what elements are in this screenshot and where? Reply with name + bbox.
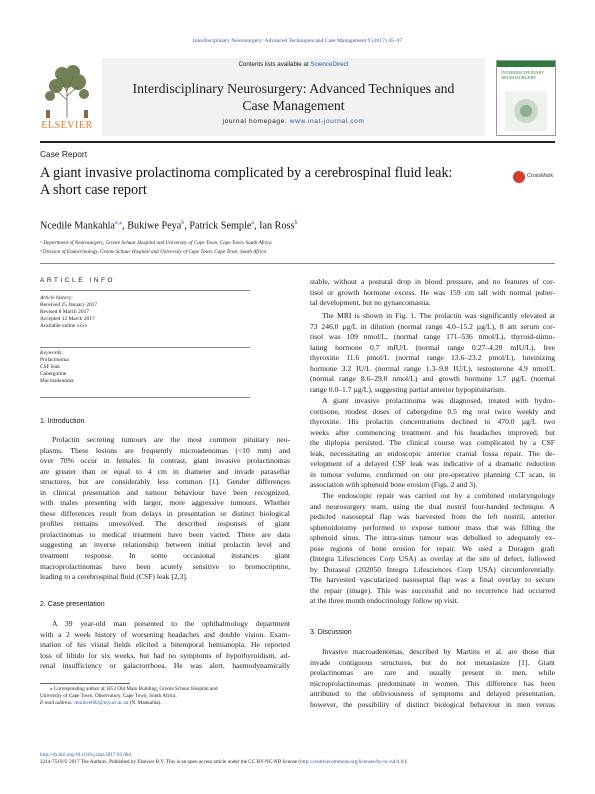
- case-line: with a 2 week history of worsening headaches and double vision. Exam-: [40, 629, 290, 639]
- footnote-line: University of Cape Town, Observatory, Cape Town, South Africa.: [40, 693, 177, 700]
- email-label: E-mail address:: [40, 700, 74, 707]
- keywords-end-rule: [40, 397, 250, 398]
- cover-title: INTERDISCIPLINARY NEUROSURGERY: [501, 70, 545, 80]
- article-type: Case Report: [40, 149, 88, 159]
- license-line: [40, 759, 555, 766]
- case-paragraph: [40, 619, 290, 672]
- history-label: Article history:: [40, 295, 73, 301]
- repair-line: by Duraseal (202050 Integra Lifesciences Corp USA) circumferentially.: [310, 564, 555, 574]
- author-name: Bukiwe Peya: [127, 220, 182, 232]
- journal-homepage: [102, 118, 485, 125]
- lab-line: hormone 3.2 IU/L (normal range 1.3–9.8 IU/L), testosterone 4.9 nmol/L: [310, 363, 555, 373]
- case-line: renal insufficiency or galactorrhoea. He was alert, haemodynamically: [40, 661, 290, 671]
- crossmark-icon: [513, 171, 525, 183]
- page-footer: [40, 752, 555, 766]
- repair-line: and neurosurgery team, using the dual nostril four-handed technique. A: [310, 501, 555, 511]
- lab-line: (normal range 8.6–29.0 nmol/L) and growth hormone 1.7 µg/L (normal: [310, 374, 555, 384]
- repair-line: the repair (image). This was successful and no recurrence had occurred: [310, 585, 555, 595]
- keywords-label: Keywords:: [40, 350, 64, 356]
- discussion-line: attributed to the obliviousness of symptoms and delayed presentation,: [310, 689, 555, 699]
- license-suffix: ).: [404, 759, 408, 766]
- header-rule: [40, 141, 555, 143]
- article-title: [40, 165, 510, 199]
- intro-heading: 1. Introduction: [40, 418, 85, 425]
- author-name: Patrick Semple: [189, 220, 252, 232]
- sciencedirect-link[interactable]: ScienceDirect: [310, 61, 349, 68]
- diagnosis-line: in tumour volume, confirmed on our pre-operative planning CT scan, in: [310, 469, 555, 479]
- article-info-heading: ARTICLE INFO: [40, 277, 116, 284]
- keyword-item: CSF leak: [40, 363, 60, 370]
- lab-line: range 0.0–1.7 µg/L), suggesting partial anterior hypopituitarism.: [310, 384, 506, 394]
- discussion-line: prolactinomas are rare and usually present in men, while: [310, 668, 555, 678]
- lab-line: tisol was 109 nmol/L, (normal range 171–536 nmol/L), thyroid-stimu-: [310, 332, 555, 342]
- lab-line: 73 246.0 µg/L in dilution (normal range 4.0–15.2 µg/L), 8 am serum cor-: [310, 321, 555, 331]
- journal-title: [102, 80, 485, 114]
- discussion-paragraph: [310, 647, 555, 710]
- crossmark-label: CrossMark: [527, 173, 554, 179]
- keyword-item: Prolactinoma: [40, 356, 69, 363]
- affiliation-b: ᵇ Division of Endocrinology, Groote Schuur Hospital and University of Cape Town, Cape Town, South Africa: [40, 249, 267, 255]
- homepage-label: journal homepage:: [222, 118, 288, 125]
- author-affiliation-mark[interactable]: a: [251, 220, 255, 226]
- intro-line: plasms. These lesions are frequently microadenomas (<10 mm) and: [40, 445, 290, 455]
- journal-header: [40, 58, 555, 138]
- intro-line: structures, but are considerably less common [1]. Gender differences: [40, 477, 290, 487]
- article-history: [40, 295, 97, 330]
- email-suffix: (N. Mankahla).: [129, 700, 162, 707]
- keywords-block: [40, 350, 74, 385]
- discussion-line: however, the possibility of distinct biological behaviour in men versus: [310, 699, 555, 709]
- case-line: stable, without a postural drop in blood pressure, and no features of cor-: [310, 277, 555, 286]
- author-affiliation-mark[interactable]: b: [181, 220, 185, 226]
- lab-line: The MRI is shown in Fig. 1. The prolactin was significantly elevated at: [322, 311, 555, 320]
- journal-title-line2: Case Management: [242, 98, 345, 113]
- diagnosis-line: cortisone, modest doses of cabergoline 0.5 mg oral twice weekly and: [310, 406, 555, 416]
- intro-line: profiles remains unresolved. The described responses of giant: [40, 519, 290, 529]
- intro-line: macroprolactinomas have been acutely sensitive to bromocriptine,: [40, 561, 290, 571]
- contents-prefix: Contents lists available at: [238, 61, 309, 68]
- case-line: loss of libido for six weeks, but had no symptoms of hypothyroidism, ad-: [40, 650, 290, 660]
- keyword-item: Cabergoline: [40, 370, 67, 377]
- contents-line: [102, 61, 485, 68]
- running-head: Interdisciplinary Neurosurgery: Advanced Techniques and Case Management 9 (2017) 45–47: [192, 38, 403, 44]
- article-info-rule: [40, 290, 250, 291]
- repair-line: (Integra Lifesciences Corp USA) as overlay at the site of defect, followed: [310, 554, 555, 564]
- case-line: tal development, but no gynaecomastia.: [310, 298, 431, 308]
- author-affiliation-mark[interactable]: a,⁎: [114, 220, 123, 226]
- diagnosis-line: association with sphenoid bone erosion (Figs. 2 and 3).: [310, 480, 478, 490]
- repair-paragraph: [310, 491, 555, 607]
- diagnosis-paragraph: [310, 396, 555, 491]
- history-online: Available online xxxx: [40, 322, 88, 329]
- author-name: Ncedile Mankahla: [40, 220, 115, 232]
- intro-line: over 70% occur in females. In contrast, giant invasive prolactinomas: [40, 456, 290, 466]
- doi-link[interactable]: http://dx.doi.org/10.1016/j.inat.2017.03.004: [40, 752, 132, 758]
- license-text: 2214-7519/© 2017 The Authors. Published by Elsevier B.V. This is an open access article under the CC BY-NC-ND license (: [40, 759, 301, 766]
- repair-line: pedicled nasoseptal flap was harvested from the left nostril, anterior: [310, 512, 555, 522]
- intro-line: suggesting an inverse relationship between initial prolactin level and: [40, 540, 290, 550]
- diagnosis-line: velopment of a delayed CSF leak was indicative of a dramatic reduction: [310, 459, 555, 469]
- license-link[interactable]: http://creativecommons.org/licenses/by-nc-nd/4.0/: [300, 759, 405, 766]
- discussion-line: microprolactinomas predominate in women. This difference has been: [310, 678, 555, 688]
- journal-cover-thumbnail: [496, 60, 556, 136]
- lab-results-paragraph: [310, 311, 555, 395]
- lab-line: thyroxine 11.6 pmol/L (normal range 13.6–23.2 pmol/L), luteinizing: [310, 353, 555, 363]
- keywords-rule: [40, 347, 250, 348]
- intro-line: these differences result from delays in presentation or distinct biological: [40, 508, 290, 518]
- repair-line: at the three month endocrinology follow up visit.: [310, 596, 459, 606]
- diagnosis-line: weeks after commencing treatment and his headaches improved, but: [310, 427, 555, 437]
- footnote-line: ⁎ Corresponding author at: H53 Old Main Building, Groote Schuur Hospital and: [50, 686, 218, 692]
- diagnosis-line: the diplopia persisted. The clinical course was complicated by a CSF: [310, 438, 555, 448]
- repair-line: The harvested vascularized nasoseptal flap was a final overlay to secure: [310, 575, 555, 585]
- intro-line: treatment response. In some occasional instances giant: [40, 551, 290, 561]
- cover-band: [497, 61, 555, 67]
- repair-line: sphenoidotomy performed to expose tumour mass that was filling the: [310, 522, 555, 532]
- repair-line: The endoscopic repair was carried out by a combined otolaryngology: [322, 491, 555, 500]
- discussion-heading: 3. Discussion: [310, 629, 352, 636]
- case-line: A 39 year-old man presented to the ophthalmology department: [52, 619, 290, 628]
- case-line: tisol or growth hormone excess. He was 159 cm tall with normal puber-: [310, 287, 555, 297]
- repair-line: sphenoid sinus. The intra-sinus tumour was debulked to adequately ex-: [310, 533, 555, 543]
- diagnosis-line: thyroxine. His prolactin concentrations declined to 470.0 µg/L two: [310, 417, 555, 427]
- journal-title-line1: Interdisciplinary Neurosurgery: Advanced Techniques and: [132, 81, 455, 96]
- footnote-email-line: [40, 700, 290, 707]
- affiliation-rule: [40, 263, 555, 264]
- title-line2: A short case report: [40, 182, 147, 198]
- title-line1: A giant invasive prolactinoma complicated by a cerebrospinal fluid leak:: [40, 165, 453, 181]
- intro-line: prolactinomas to medical treatment have been varied. There are data: [40, 529, 290, 539]
- footnote-rule: [40, 683, 130, 684]
- author-name: Ian Ross: [259, 220, 295, 232]
- author-list: Ncedile Mankahla$^{a,⁎}$, Bukiwe Peya$^b$, Patrick Semple$^a$, Ian Ross$^b$: [40, 220, 298, 232]
- keyword-item: Macroadenoma: [40, 377, 74, 384]
- history-accepted: Accepted 12 March 2017: [40, 315, 95, 322]
- author-affiliation-mark[interactable]: b: [294, 220, 298, 226]
- history-revised: Revised 8 March 2017: [40, 308, 89, 315]
- case-continued: [310, 277, 555, 309]
- intro-paragraph: [40, 435, 290, 583]
- intro-line: are greater than or equal to 4 cm in diameter and invade parasellar: [40, 466, 290, 476]
- intro-line: with males presenting with larger, more aggressive tumours. Whether: [40, 498, 290, 508]
- intro-line: in clinical presentation and tumour behaviour have been recognized,: [40, 487, 290, 497]
- lab-line: lating hormone 0.7 mIU/L (normal range 0.27–4.20 mIU/L), free: [310, 342, 555, 352]
- case-line: ination of his visual fields elicited a bitemporal hemianopia. He reported: [40, 640, 290, 650]
- crossmark-badge[interactable]: [513, 168, 557, 188]
- discussion-line: Invasive macroadenomas, described by Martins et al. are those that: [322, 647, 555, 656]
- cover-image: [505, 91, 547, 131]
- history-received: Received 25 January 2017: [40, 301, 98, 308]
- affiliation-a: ᵃ Department of Neurosurgery, Groote Schuur Hospital and University of Cape Town, Cape Town, South Africa: [40, 240, 272, 246]
- corresponding-author-footnote: [40, 686, 290, 708]
- intro-line: leading to a cerebrospinal fluid (CSF) leak [2,3].: [40, 572, 188, 582]
- homepage-url[interactable]: www.inat-journal.com: [289, 118, 365, 125]
- email-link[interactable]: mnlince002@myuct.ac.za: [74, 700, 129, 707]
- discussion-line: invade contiguous structures, but do not metastasize [1]. Giant: [310, 657, 555, 667]
- diagnosis-line: leak, necessitating an endoscopic anterior cranial fossa repair. The de-: [310, 448, 555, 458]
- case-heading: 2. Case presentation: [40, 601, 105, 608]
- intro-line: Prolactin secreting tumours are the most common pituitary neo-: [52, 435, 290, 444]
- diagnosis-line: A giant invasive prolactinoma was diagnosed, treated with hydro-: [322, 396, 555, 405]
- repair-line: pose regions of bone erosion for repair. We used a Duragen graft: [310, 543, 555, 553]
- publisher-name: ELSEVIER: [41, 120, 93, 131]
